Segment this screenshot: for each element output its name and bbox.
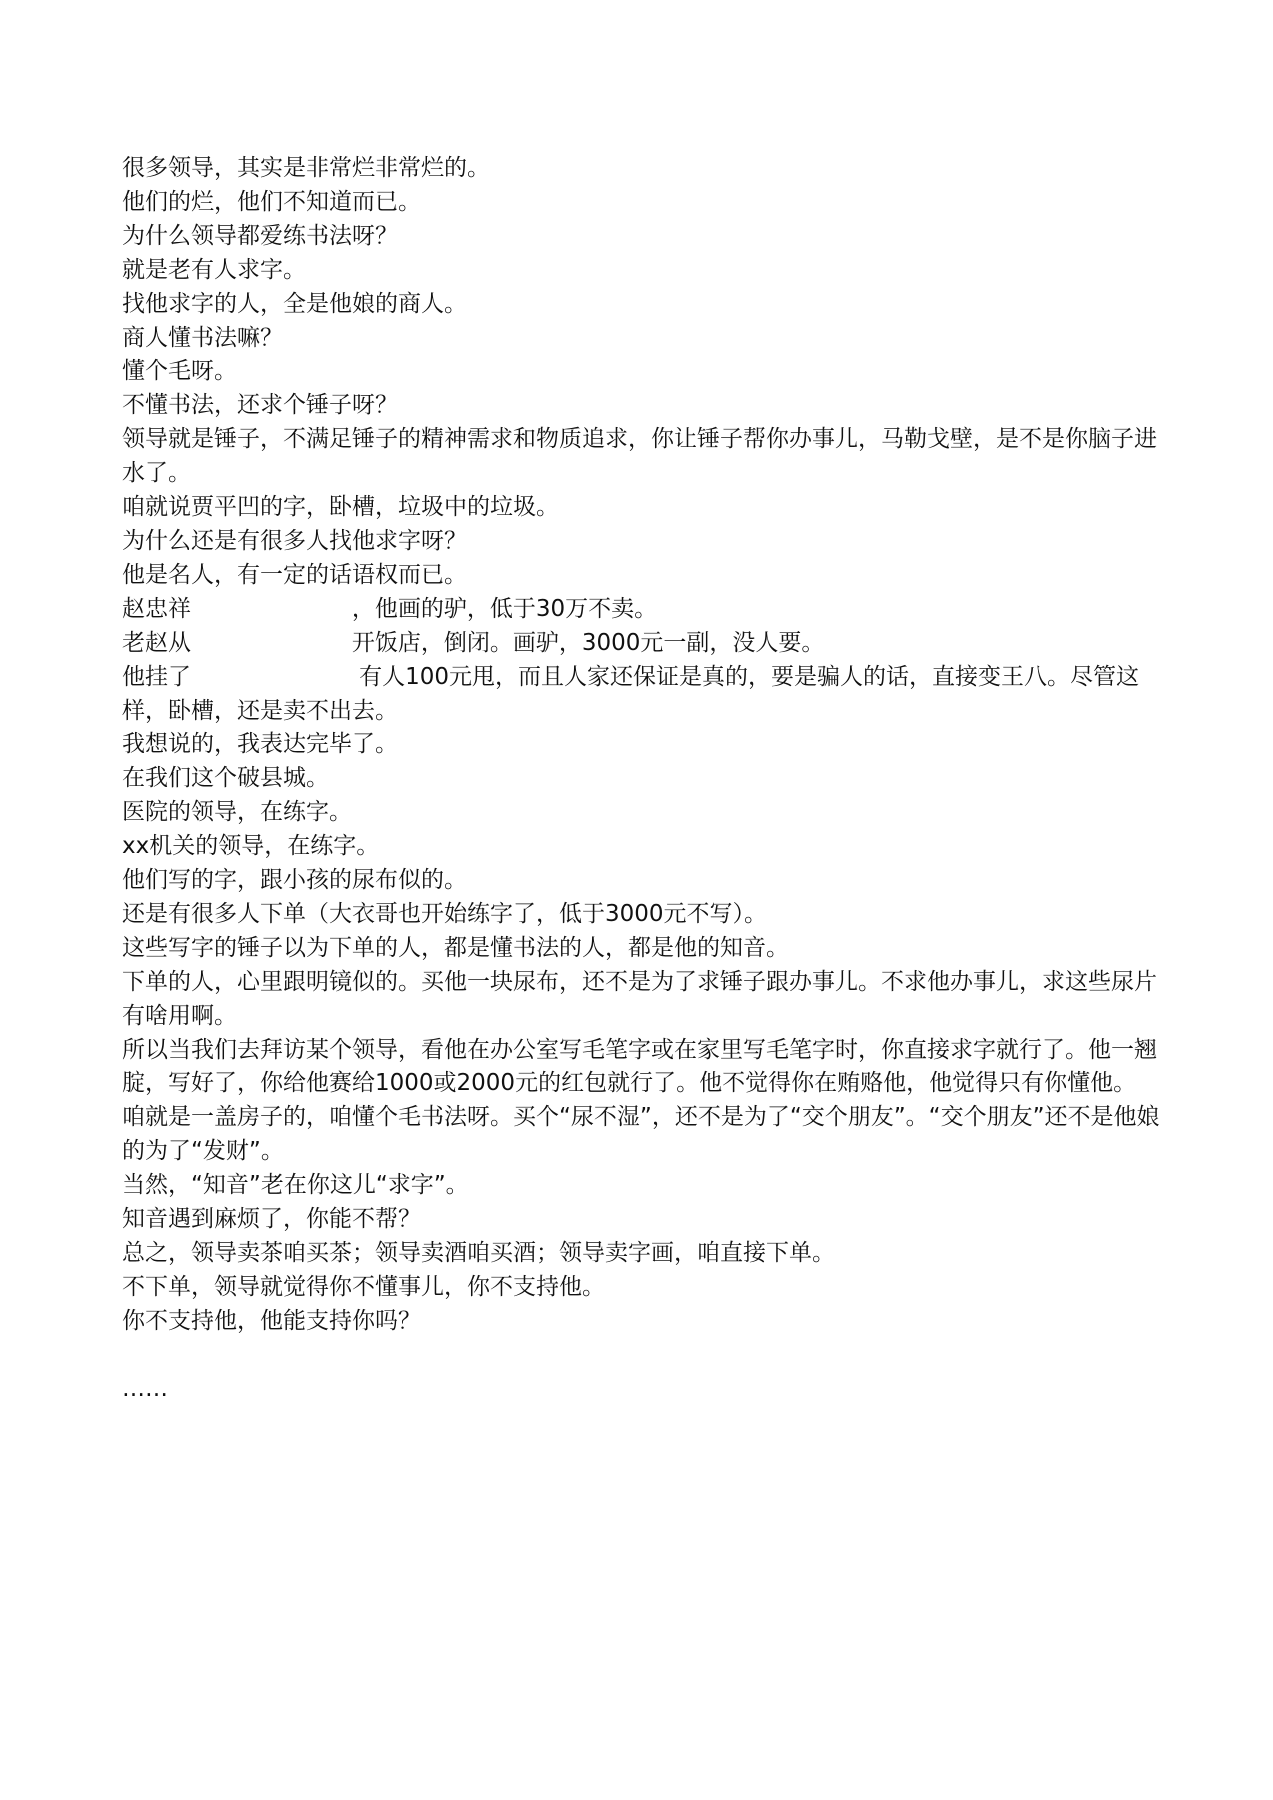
paragraph: 他们的烂，他们不知道而已。 xyxy=(122,188,421,215)
paragraph: 不懂书法，还求个锤子呀？ xyxy=(122,392,398,419)
paragraph: 老赵从 开饭店，倒闭。画驴，3000元一副，没人要。 xyxy=(122,629,825,656)
paragraph: 他是名人，有一定的话语权而已。 xyxy=(122,561,467,588)
document-body xyxy=(122,152,1162,1407)
paragraph: 懂个毛呀。 xyxy=(122,358,237,385)
ellipsis: …… xyxy=(122,1375,168,1402)
blank-line xyxy=(122,1339,1162,1373)
paragraph: 下单的人，心里跟明镜似的。买他一块尿布，还不是为了求锤子跟办事儿。不求他办事儿，求这些尿片有啥用啊。 xyxy=(122,968,1157,1029)
paragraph: 就是老有人求字。 xyxy=(122,256,306,283)
paragraph: 他挂了 有人100元甩，而且人家还保证是真的，要是骗人的话，直接变王八。尽管这样，卧槽，还是卖不出去。 xyxy=(122,663,1140,724)
paragraph: 知音遇到麻烦了，你能不帮？ xyxy=(122,1206,421,1233)
paragraph: 我想说的，我表达完毕了。 xyxy=(122,731,398,758)
paragraph: 很多领导，其实是非常烂非常烂的。 xyxy=(122,155,490,181)
paragraph: 领导就是锤子，不满足锤子的精神需求和物质追求，你让锤子帮你办事儿，马勒戈壁，是不是你脑子进水了。 xyxy=(122,426,1157,487)
paragraph: 赵忠祥 ，他画的驴，低于30万不卖。 xyxy=(122,595,658,622)
paragraph: 你不支持他，他能支持你吗？ xyxy=(122,1307,421,1334)
paragraph: xx机关的领导，在练字。 xyxy=(122,833,380,860)
paragraph: 总之，领导卖茶咱买茶；领导卖酒咱买酒；领导卖字画，咱直接下单。 xyxy=(122,1240,835,1266)
paragraph: 不下单，领导就觉得你不懂事儿，你不支持他。 xyxy=(122,1273,605,1300)
paragraph: 找他求字的人，全是他娘的商人。 xyxy=(122,290,467,317)
paragraph: 这些写字的锤子以为下单的人，都是懂书法的人，都是他的知音。 xyxy=(122,934,789,961)
paragraph: 他们写的字，跟小孩的尿布似的。 xyxy=(122,867,467,894)
paragraph: 医院的领导，在练字。 xyxy=(122,799,352,826)
paragraph: 为什么还是有很多人找他求字呀？ xyxy=(122,527,467,554)
paragraph: 咱就是一盖房子的，咱懂个毛书法呀。买个“尿不湿”，还不是为了“交个朋友”。“交个朋友”还不是他娘的为了“发财”。 xyxy=(122,1104,1160,1165)
paragraph: 当然，“知音”老在你这儿“求字”。 xyxy=(122,1172,469,1199)
paragraph: 所以当我们去拜访某个领导，看他在办公室写毛笔字或在家里写毛笔字时，你直接求字就行了。他一翘腚，写好了，你给他赛给1000或2000元的红包就行了。他不觉得你在贿赂他，他觉得只有你懂他。 xyxy=(122,1036,1157,1097)
paragraph: 咱就说贾平凹的字，卧槽，垃圾中的垃圾。 xyxy=(122,494,559,521)
paragraph: 商人懂书法嘛？ xyxy=(122,324,283,351)
paragraph: 在我们这个破县城。 xyxy=(122,765,329,792)
paragraph: 为什么领导都爱练书法呀？ xyxy=(122,222,398,249)
paragraph: 还是有很多人下单（大衣哥也开始练字了，低于3000元不写）。 xyxy=(122,900,768,927)
